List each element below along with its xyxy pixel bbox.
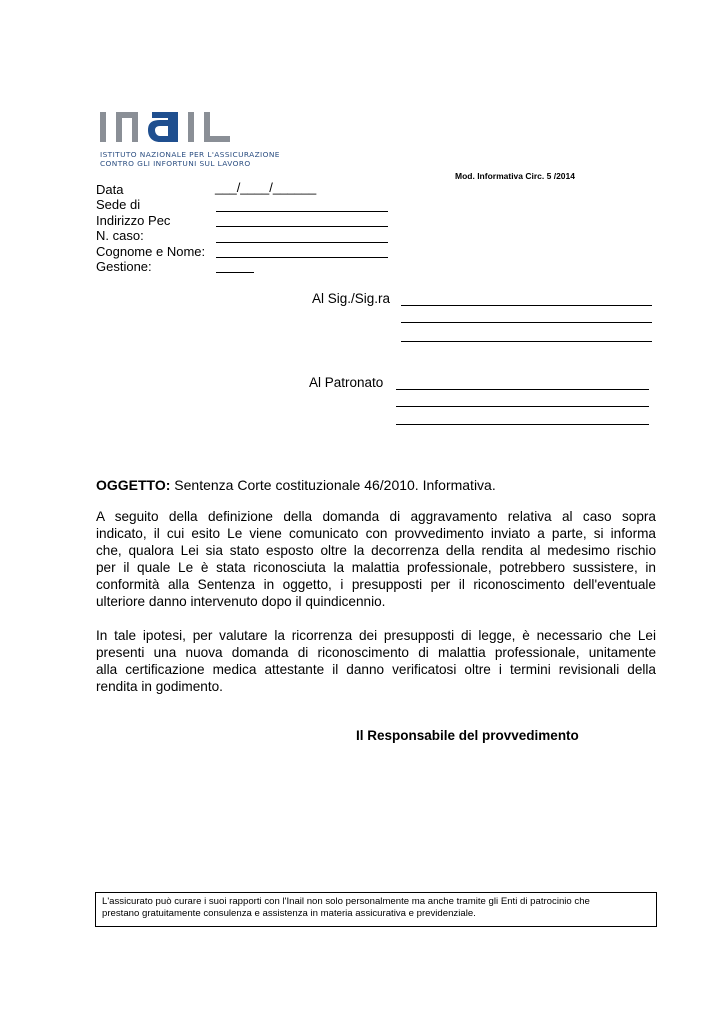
paragraph-2-line: alla certificazione medica attestante il danno verificatosi oltre i termini revisionali della — [96, 662, 656, 677]
addressee-sig-label: Al Sig./Sig.ra — [312, 291, 391, 306]
field-line-gestione — [216, 272, 254, 273]
paragraph-1-line: ulteriore danno intervenuto dopo il quindicennio. — [96, 594, 386, 609]
addressee-patronato-label: Al Patronato — [309, 375, 384, 390]
addressee-patronato-line-3 — [396, 424, 649, 425]
field-label-sede: Sede di — [96, 197, 141, 212]
field-label-nome: Cognome e Nome: — [96, 244, 206, 259]
paragraph-2-line: rendita in godimento. — [96, 679, 223, 694]
body-paragraph-2 — [96, 627, 656, 695]
footer-notice-box — [95, 892, 657, 927]
paragraph-1-line: conformità alla Sentenza in oggetto, i presupposti per il riconoscimento dell'eventuale — [96, 577, 656, 592]
paragraph-2-line: In tale ipotesi, per valutare la ricorrenza dei presupposti di legge, è necessario che Lei — [96, 628, 656, 643]
paragraph-1-line: che, qualora Lei sia stato esposto oltre la decorrenza della rendita al medesimo rischio — [96, 543, 656, 558]
inail-logo — [100, 112, 280, 148]
logo-subtitle-1: ISTITUTO NAZIONALE PER L'ASSICURAZIONE — [100, 150, 280, 159]
field-line-caso — [216, 242, 388, 243]
paragraph-1-line: indicato, il cui esito Le viene comunicato con provvedimento inviato a parte, si informa — [96, 526, 656, 541]
addressee-patronato-line-2 — [396, 406, 649, 407]
paragraph-1-line: per il quale Le è stata riconosciuta la malattia professionale, potrebbero sussistere, in — [96, 560, 656, 575]
footer-notice-line-1: L'assicurato può curare i suoi rapporti con l'Inail non solo personalmente ma anche tramite gli Enti di patrocinio che — [102, 896, 590, 907]
field-date-blank: ___/____/______ — [215, 180, 317, 195]
model-reference: Mod. Informativa Circ. 5 /2014 — [455, 171, 575, 181]
addressee-sig-line-2 — [401, 322, 652, 323]
footer-notice-line-2: prestano gratuitamente consulenza e assistenza in materia assicurativa e previdenziale. — [102, 908, 476, 919]
field-label-data: Data — [96, 182, 124, 197]
field-label-caso: N. caso: — [96, 228, 144, 243]
subject-text: Sentenza Corte costituzionale 46/2010. Informativa. — [170, 477, 496, 493]
body-paragraph-1 — [96, 508, 656, 610]
addressee-sig-line-3 — [401, 341, 652, 342]
subject-line — [96, 477, 496, 493]
addressee-sig-line-1 — [401, 305, 652, 306]
paragraph-1-line: A seguito della definizione della domanda di aggravamento relativa al caso sopra — [96, 509, 656, 524]
addressee-patronato-line-1 — [396, 389, 649, 390]
field-line-sede — [216, 211, 388, 212]
logo-subtitle-2: CONTRO GLI INFORTUNI SUL LAVORO — [100, 159, 251, 168]
field-line-pec — [216, 226, 388, 227]
field-label-gestione: Gestione: — [96, 259, 152, 274]
subject-label: OGGETTO: — [96, 477, 171, 493]
signature-title: Il Responsabile del provvedimento — [356, 728, 579, 743]
field-line-nome — [216, 257, 388, 258]
field-label-pec: Indirizzo Pec — [96, 213, 171, 228]
paragraph-2-line: presenti una nuova domanda di riconoscimento di malattia professionale, unitamente — [96, 645, 656, 660]
